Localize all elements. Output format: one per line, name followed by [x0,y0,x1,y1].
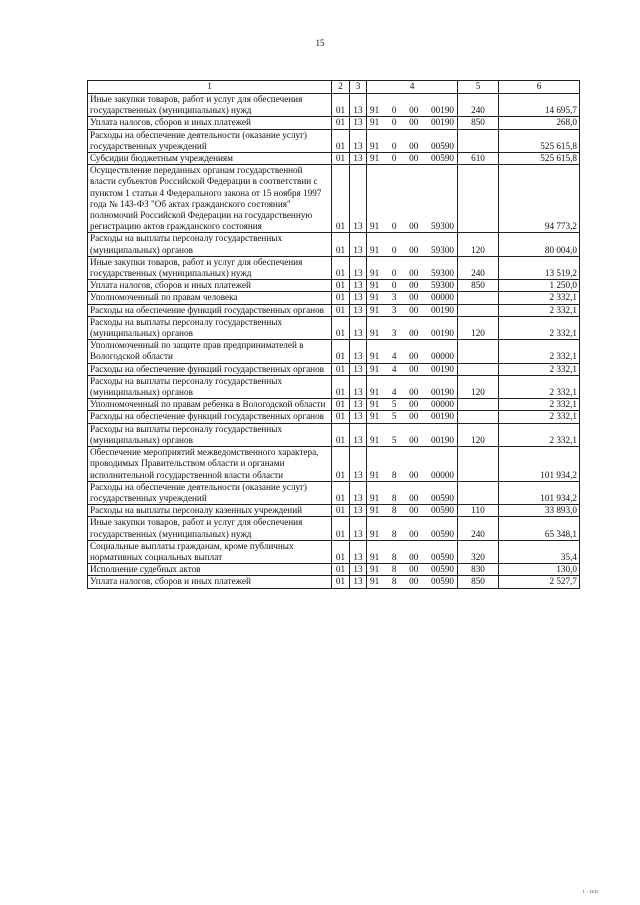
row-subsection: 13 [350,129,367,152]
code-part: 00190 [431,411,454,422]
row-expense-type: 240 [458,94,499,117]
code-part: 00190 [431,117,454,128]
table-row [88,375,580,398]
code-part: 00 [409,363,419,374]
code-part: 00590 [431,153,454,164]
code-part: 59300 [431,244,454,255]
code-part: 91 [370,387,380,398]
header-col-1: 1 [88,81,332,94]
row-expense-type: 850 [458,117,499,129]
code-part: 91 [370,105,380,116]
row-section: 01 [332,256,350,279]
row-name: Уполномоченный по правам ребенка в Вологодской области [88,399,332,411]
header-col-2: 2 [332,81,350,94]
table-row [88,517,580,540]
code-part: 8 [391,564,397,575]
row-amount: 525 615,8 [499,153,580,165]
target-code-parts [369,153,455,164]
row-expense-type: 240 [458,256,499,279]
code-part: 00 [409,469,419,480]
code-part: 91 [370,328,380,339]
code-part: 91 [370,117,380,128]
row-section: 01 [332,94,350,117]
row-section: 01 [332,481,350,504]
target-code-parts [369,399,455,410]
header-row [88,81,580,94]
table-row [88,280,580,292]
row-target-code [367,256,458,279]
target-code-parts [369,245,455,256]
row-amount: 101 934,2 [499,447,580,482]
row-section: 01 [332,375,350,398]
row-name: Уплата налогов, сборов и иных платежей [88,117,332,129]
row-target-code [367,316,458,339]
code-part: 3 [391,328,397,339]
row-name: Расходы на обеспечение функций государственных органов [88,363,332,375]
code-part: 91 [370,411,380,422]
code-part: 91 [370,351,380,362]
code-part: 4 [391,387,397,398]
row-name: Исполнение судебных актов [88,564,332,576]
row-name: Субсидии бюджетным учреждениям [88,153,332,165]
table-row [88,129,580,152]
target-code-parts [369,280,455,291]
target-code-parts [369,505,455,516]
row-target-code [367,481,458,504]
row-expense-type [458,165,499,233]
row-subsection: 13 [350,292,367,304]
code-part: 91 [370,576,380,587]
target-code-parts [369,221,455,232]
code-part: 00000 [431,351,454,362]
header-col-6: 6 [499,81,580,94]
code-part: 00 [409,351,419,362]
table-row [88,153,580,165]
row-amount: 2 332,1 [499,316,580,339]
row-section: 01 [332,165,350,233]
row-amount: 2 332,1 [499,411,580,423]
code-part: 91 [370,505,380,516]
code-part: 00190 [431,434,454,445]
table-row [88,411,580,423]
code-part: 91 [370,153,380,164]
row-section: 01 [332,233,350,256]
row-name: Осуществление переданных органам государственной власти субъектов Российской Федерации в соответствии с пунктом 1 статьи 4 Федерального закона от 15 ноября 1997 года № 143-ФЗ "Об актах гражданского состояния" полномочий Российской Федерации на государственную регистрацию актов гражданского состояния [88,165,332,233]
table-row [88,340,580,363]
table-row [88,316,580,339]
row-section: 01 [332,340,350,363]
row-target-code [367,340,458,363]
row-name: Обеспечение мероприятий межведомственного характера, проводимых Правительством области и органами исполнительной государственной власти области [88,447,332,482]
code-part: 59300 [431,268,454,279]
row-subsection: 13 [350,363,367,375]
code-part: 00190 [431,363,454,374]
row-amount: 13 519,2 [499,256,580,279]
code-part: 8 [391,469,397,480]
code-part: 0 [391,280,397,291]
code-part: 91 [370,304,380,315]
code-part: 00 [409,492,419,503]
row-name: Расходы на обеспечение функций государственных органов [88,304,332,316]
code-part: 00190 [431,328,454,339]
code-part: 91 [370,268,380,279]
code-part: 00 [409,117,419,128]
code-part: 00 [409,244,419,255]
code-part: 00 [409,505,419,516]
row-section: 01 [332,316,350,339]
code-part: 00 [409,292,419,303]
target-code-parts [369,305,455,316]
target-code-parts [369,268,455,279]
row-section: 01 [332,517,350,540]
code-part: 91 [370,564,380,575]
code-part: 91 [370,292,380,303]
row-expense-type: 120 [458,316,499,339]
row-expense-type [458,447,499,482]
target-code-parts [369,576,455,587]
row-subsection: 13 [350,304,367,316]
row-section: 01 [332,576,350,588]
row-name: Расходы на выплаты персоналу государственных (муниципальных) органов [88,316,332,339]
table-row [88,117,580,129]
code-part: 00190 [431,304,454,315]
row-target-code [367,233,458,256]
row-expense-type: 120 [458,233,499,256]
code-part: 91 [370,469,380,480]
code-part: 5 [391,411,397,422]
row-target-code [367,304,458,316]
header-col-5: 5 [458,81,499,94]
row-target-code [367,94,458,117]
row-name: Уплата налогов, сборов и иных платежей [88,280,332,292]
code-part: 00 [409,280,419,291]
row-amount: 2 332,1 [499,304,580,316]
row-subsection: 13 [350,564,367,576]
code-part: 91 [370,363,380,374]
row-section: 01 [332,564,350,576]
table-row [88,165,580,233]
row-subsection: 13 [350,316,367,339]
code-part: 00 [409,551,419,562]
code-part: 5 [391,399,397,410]
code-part: 00000 [431,469,454,480]
code-part: 00 [409,564,419,575]
target-code-parts [369,117,455,128]
code-part: 00 [409,304,419,315]
row-expense-type [458,340,499,363]
code-part: 00 [409,153,419,164]
table-row [88,576,580,588]
row-amount: 80 004,0 [499,233,580,256]
code-part: 00 [409,105,419,116]
row-section: 01 [332,540,350,563]
row-section: 01 [332,117,350,129]
row-subsection: 13 [350,411,367,423]
target-code-parts [369,493,455,504]
row-subsection: 13 [350,576,367,588]
code-part: 00590 [431,564,454,575]
row-amount: 2 527,7 [499,576,580,588]
row-expense-type [458,411,499,423]
row-name: Уполномоченный по защите прав предпринимателей в Вологодской области [88,340,332,363]
row-name: Социальные выплаты гражданам, кроме публичных нормативных социальных выплат [88,540,332,563]
row-amount: 2 332,1 [499,399,580,411]
table-row [88,292,580,304]
row-subsection: 13 [350,280,367,292]
row-amount: 33 893,0 [499,505,580,517]
code-part: 8 [391,551,397,562]
table-row [88,481,580,504]
target-code-parts [369,411,455,422]
target-code-parts [369,552,455,563]
row-amount: 65 348,1 [499,517,580,540]
row-name: Расходы на обеспечение деятельности (оказание услуг) государственных учреждений [88,481,332,504]
row-expense-type: 320 [458,540,499,563]
row-target-code [367,576,458,588]
code-part: 0 [391,268,397,279]
code-part: 91 [370,140,380,151]
code-part: 8 [391,528,397,539]
row-target-code [367,517,458,540]
row-section: 01 [332,129,350,152]
row-amount: 2 332,1 [499,363,580,375]
row-amount: 14 695,7 [499,94,580,117]
target-code-parts [369,351,455,362]
row-expense-type: 240 [458,517,499,540]
header-col-4: 4 [367,81,458,94]
row-expense-type: 110 [458,505,499,517]
row-amount: 2 332,1 [499,423,580,446]
table-row [88,94,580,117]
code-part: 00590 [431,551,454,562]
row-expense-type: 850 [458,576,499,588]
code-part: 00190 [431,387,454,398]
header-col-3: 3 [350,81,367,94]
row-subsection: 13 [350,447,367,482]
row-name: Уполномоченный по правам человека [88,292,332,304]
target-code-parts [369,435,455,446]
table-row [88,233,580,256]
row-expense-type [458,399,499,411]
code-part: 0 [391,221,397,232]
code-part: 91 [370,551,380,562]
row-expense-type [458,363,499,375]
row-amount: 94 773,2 [499,165,580,233]
table-row [88,399,580,411]
target-code-parts [369,328,455,339]
row-amount: 2 332,1 [499,292,580,304]
row-amount: 2 332,1 [499,340,580,363]
code-part: 00 [409,268,419,279]
table-row [88,564,580,576]
code-part: 0 [391,117,397,128]
row-name: Расходы на выплаты персоналу государственных (муниципальных) органов [88,233,332,256]
row-section: 01 [332,304,350,316]
row-amount: 35,4 [499,540,580,563]
code-part: 3 [391,292,397,303]
code-part: 91 [370,221,380,232]
code-part: 00000 [431,399,454,410]
code-part: 00 [409,411,419,422]
row-expense-type: 610 [458,153,499,165]
table-row [88,256,580,279]
code-part: 0 [391,153,397,164]
row-name: Расходы на выплаты персоналу государственных (муниципальных) органов [88,423,332,446]
corner-mark: i · ıı/ıı [583,889,598,895]
code-part: 00590 [431,140,454,151]
table-row [88,304,580,316]
row-expense-type: 830 [458,564,499,576]
code-part: 00 [409,387,419,398]
code-part: 91 [370,399,380,410]
target-code-parts [369,470,455,481]
row-target-code [367,117,458,129]
row-subsection: 13 [350,153,367,165]
row-target-code [367,540,458,563]
row-subsection: 13 [350,423,367,446]
code-part: 00590 [431,576,454,587]
row-section: 01 [332,280,350,292]
code-part: 00190 [431,105,454,116]
row-subsection: 13 [350,505,367,517]
row-name: Уплата налогов, сборов и иных платежей [88,576,332,588]
row-name: Иные закупки товаров, работ и услуг для обеспечения государственных (муниципальных) нужд [88,94,332,117]
table-row [88,447,580,482]
code-part: 0 [391,140,397,151]
row-subsection: 13 [350,165,367,233]
row-expense-type: 120 [458,375,499,398]
code-part: 8 [391,505,397,516]
row-subsection: 13 [350,399,367,411]
row-target-code [367,129,458,152]
row-name: Расходы на обеспечение функций государственных органов [88,411,332,423]
row-expense-type: 120 [458,423,499,446]
code-part: 00 [409,399,419,410]
row-name: Расходы на обеспечение деятельности (оказание услуг) государственных учреждений [88,129,332,152]
code-part: 91 [370,528,380,539]
row-target-code [367,505,458,517]
row-subsection: 13 [350,94,367,117]
code-part: 00 [409,576,419,587]
row-amount: 1 250,0 [499,280,580,292]
row-subsection: 13 [350,340,367,363]
row-name: Иные закупки товаров, работ и услуг для обеспечения государственных (муниципальных) нужд [88,256,332,279]
table-row [88,363,580,375]
row-target-code [367,153,458,165]
row-expense-type [458,129,499,152]
row-target-code [367,564,458,576]
budget-table [87,80,580,589]
row-amount: 130,0 [499,564,580,576]
code-part: 59300 [431,221,454,232]
code-part: 5 [391,434,397,445]
target-code-parts [369,364,455,375]
code-part: 00 [409,528,419,539]
page-number: 15 [315,38,325,48]
code-part: 59300 [431,280,454,291]
code-part: 00590 [431,492,454,503]
row-section: 01 [332,292,350,304]
code-part: 91 [370,434,380,445]
row-expense-type [458,304,499,316]
code-part: 4 [391,351,397,362]
code-part: 8 [391,576,397,587]
code-part: 00 [409,221,419,232]
code-part: 91 [370,280,380,291]
row-subsection: 13 [350,517,367,540]
target-code-parts [369,564,455,575]
code-part: 0 [391,105,397,116]
row-subsection: 13 [350,375,367,398]
row-target-code [367,363,458,375]
code-part: 8 [391,492,397,503]
code-part: 4 [391,363,397,374]
target-code-parts [369,529,455,540]
target-code-parts [369,387,455,398]
row-target-code [367,280,458,292]
row-section: 01 [332,505,350,517]
row-amount: 268,0 [499,117,580,129]
table-row [88,540,580,563]
code-part: 00590 [431,505,454,516]
row-amount: 525 615,8 [499,129,580,152]
row-target-code [367,447,458,482]
table-row [88,505,580,517]
row-section: 01 [332,447,350,482]
row-expense-type [458,481,499,504]
code-part: 3 [391,304,397,315]
code-part: 91 [370,244,380,255]
target-code-parts [369,105,455,116]
code-part: 00000 [431,292,454,303]
row-subsection: 13 [350,117,367,129]
code-part: 00 [409,328,419,339]
row-amount: 2 332,1 [499,375,580,398]
row-name: Иные закупки товаров, работ и услуг для обеспечения государственных (муниципальных) нужд [88,517,332,540]
row-target-code [367,165,458,233]
code-part: 00 [409,140,419,151]
row-expense-type [458,292,499,304]
code-part: 91 [370,492,380,503]
table-row [88,423,580,446]
row-section: 01 [332,411,350,423]
row-section: 01 [332,399,350,411]
row-section: 01 [332,423,350,446]
row-name: Расходы на выплаты персоналу государственных (муниципальных) органов [88,375,332,398]
row-section: 01 [332,153,350,165]
row-subsection: 13 [350,481,367,504]
row-target-code [367,423,458,446]
row-target-code [367,399,458,411]
row-section: 01 [332,363,350,375]
row-name: Расходы на выплаты персоналу казенных учреждений [88,505,332,517]
code-part: 00590 [431,528,454,539]
target-code-parts [369,292,455,303]
code-part: 0 [391,244,397,255]
row-amount: 101 934,2 [499,481,580,504]
row-subsection: 13 [350,233,367,256]
target-code-parts [369,141,455,152]
row-expense-type: 850 [458,280,499,292]
row-target-code [367,411,458,423]
row-subsection: 13 [350,256,367,279]
row-subsection: 13 [350,540,367,563]
row-target-code [367,292,458,304]
row-target-code [367,375,458,398]
code-part: 00 [409,434,419,445]
